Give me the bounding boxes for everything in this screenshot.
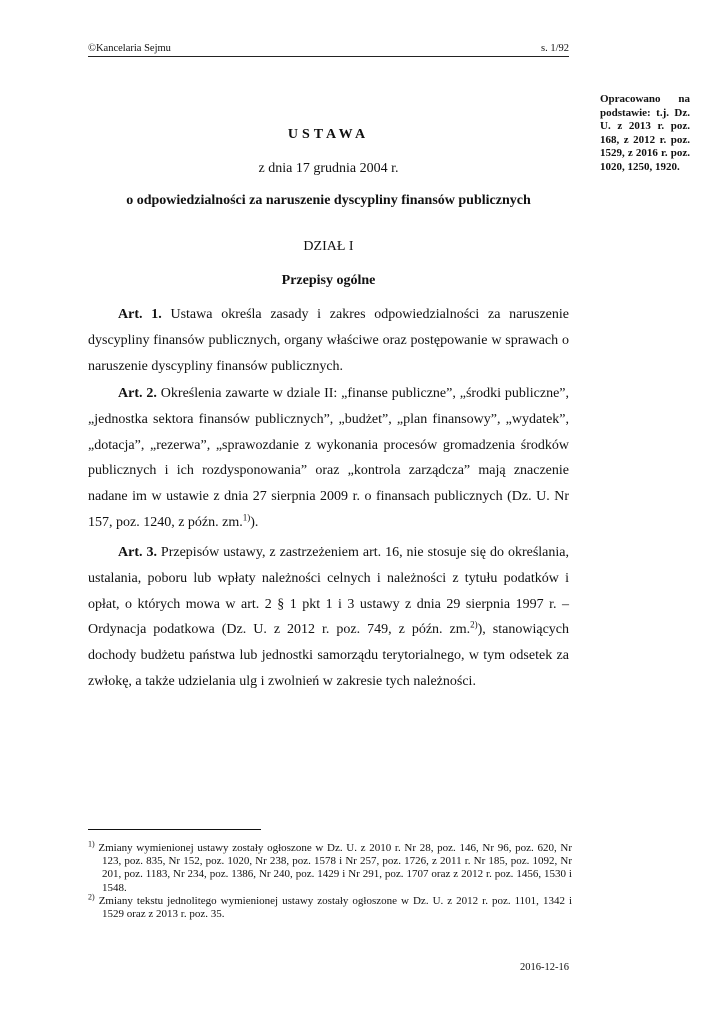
header-page-number: s. 1/92 [540,43,569,54]
article-number: Art. 2. [118,386,157,401]
header-publisher: ©Kancelaria Sejmu [88,43,171,54]
footnote-1 [88,839,573,895]
footnote-mark: 1) [88,839,95,849]
article-text-tail: ), stanowiących dochody budżetu państwa lub jednostki samorządu terytorialnego, w tym odsetek za zwłokę, a także udzielania ulg i zwolnień w zakresie tych należności. [88,622,569,689]
footnote-divider [88,829,261,830]
footnote-mark: 2) [88,892,95,902]
footnote-2 [88,892,572,921]
article-text: Określenia zawarte w dziale II: „finanse publiczne”, „środki publiczne”, „jednostka sektora finansów publicznych”, „budżet”, „plan finansowy”, „wydatek”, „dotacja”, „rezerwa”, „sprawozdanie z wykonania procesów gromadzenia środków publicznych i ich rozdysponowania” oraz „kontrola zarządcza” mają znaczenie nadane im w ustawie z dnia 27 sierpnia 2009 r. o finansach publicznych (Dz. U. Nr 157, poz. 1240, z późn. zm. [88,386,570,530]
article-3 [88,540,569,695]
article-1 [88,302,569,379]
footnote-ref: 2) [470,619,478,630]
act-type: USTAWA [287,127,370,142]
footnotes [88,839,573,921]
footnote-text: Zmiany tekstu jednolitego wymienionej ustawy zostały ogłoszone w Dz. U. z 2012 r. poz. 1101, 1342 i 1529 oraz z 2013 r. poz. 35. [98,894,572,921]
act-subject: o odpowiedzialności za naruszenie dyscypliny finansów publicznych [126,193,531,208]
article-number: Art. 1. [118,307,162,322]
page-header [88,43,569,57]
article-2 [88,381,569,536]
footer-date: 2016-12-16 [520,962,569,973]
article-text-tail: ). [250,514,259,530]
footnote-ref: 1) [242,512,251,523]
article-text: Ustawa określa zasady i zakres odpowiedzialności za naruszenie dyscypliny finansów publicznych, organy właściwe oraz postępowanie w sprawach o naruszenie dyscypliny finansów publicznych. [88,307,569,374]
act-date: z dnia 17 grudnia 2004 r. [258,161,399,176]
source-note: Opracowano na podstawie: t.j. Dz. U. z 2013 r. poz. 168, z 2012 r. poz. 1529, z 2016 r. poz. 1020, 1250, 1920. [600,93,690,173]
footnote-text: Zmiany wymienionej ustawy zostały ogłoszone w Dz. U. z 2010 r. Nr 28, poz. 146, Nr 96, poz. 620, Nr 123, poz. 835, Nr 152, poz. 1020, Nr 238, poz. 1578 i Nr 257, poz. 1726, z 2011 r. Nr 185, poz. 1092, Nr 201, poz. 1183, Nr 234, poz. 1386, Nr 240, poz. 1429 i Nr 291, poz. 1707 oraz z 2012 r. poz. 1456, 1530 i 1548. [98,842,573,894]
article-text: Przepisów ustawy, z zastrzeżeniem art. 16, nie stosuje się do określania, ustalania, poboru lub wpłaty należności celnych i należności z tytułu podatków i opłat, o których mowa w art. 2 § 1 pkt 1 i 3 ustawy z dnia 29 sierpnia 1997 r. – Ordynacja podatkowa (Dz. U. z 2012 r. poz. 749, z późn. zm. [88,545,569,638]
section-heading: Przepisy ogólne [281,273,376,288]
section-number: DZIAŁ I [303,239,354,254]
article-number: Art. 3. [118,545,157,560]
